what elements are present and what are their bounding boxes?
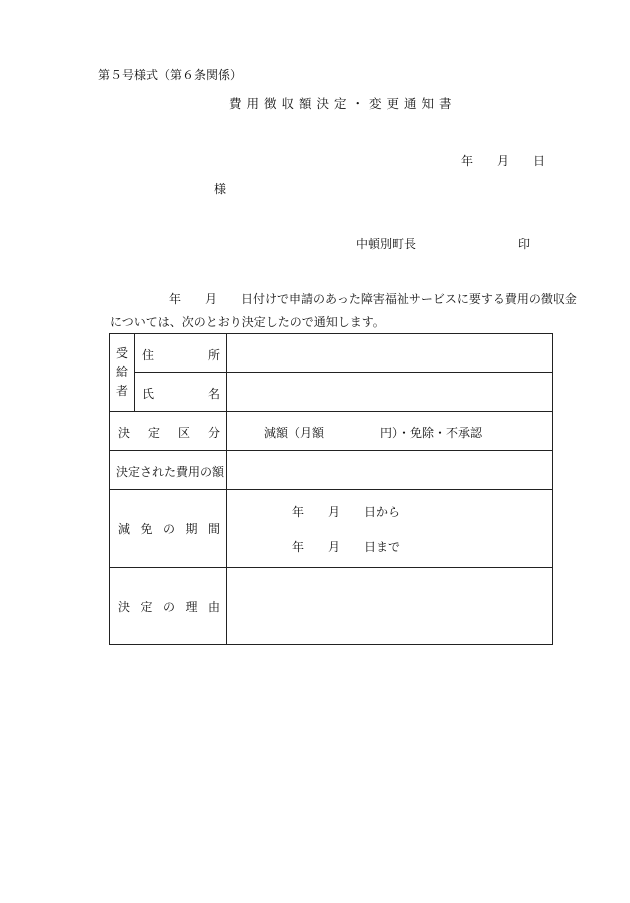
decision-table <box>109 333 553 645</box>
date-year: 年 <box>461 154 474 168</box>
decision-type-value <box>264 424 482 441</box>
column-divider <box>134 334 135 411</box>
decided-amount-field[interactable] <box>227 451 552 488</box>
addressee-honorific: 様 <box>214 182 227 196</box>
seal-mark: 印 <box>518 237 531 251</box>
address-label: 住 所 <box>142 348 220 362</box>
body-line-2: については、次のとおり決定したので通知します。 <box>110 315 385 329</box>
decided-amount-label: 決定された費用の額 <box>116 465 225 479</box>
issue-date <box>461 152 545 169</box>
body-year: 年 <box>169 292 182 306</box>
recipient-label: 受 給 者 <box>115 346 128 398</box>
body-line-1 <box>169 290 577 307</box>
name-field[interactable] <box>227 373 552 410</box>
address-field[interactable] <box>227 335 552 372</box>
reason-label: 決 定 の 理 由 <box>118 600 220 614</box>
date-day: 日 <box>533 154 546 168</box>
row-divider <box>110 411 553 412</box>
reduction-monthly-label: 減額（月額 <box>264 426 325 440</box>
period-to: 年 月 日まで <box>292 540 401 554</box>
document-title: 費用徴収額決定・変更通知書 <box>229 96 457 111</box>
reason-field[interactable] <box>227 568 552 643</box>
decision-type-label: 決 定 区 分 <box>118 426 220 440</box>
date-month: 月 <box>497 154 510 168</box>
period-from: 年 月 日から <box>292 505 401 519</box>
decision-options: 円）・免除・不承認 <box>380 426 483 440</box>
row-divider <box>110 489 553 490</box>
body-line-1-text: 日付けで申請のあった障害福祉サービスに要する費用の徴収金 <box>241 292 577 306</box>
issuer-name: 中頓別町長 <box>356 237 417 251</box>
period-label: 減 免 の 期 間 <box>118 522 220 536</box>
body-month: 月 <box>205 292 218 306</box>
name-label: 氏 名 <box>142 387 220 401</box>
form-number: 第５号様式（第６条関係） <box>98 68 243 82</box>
